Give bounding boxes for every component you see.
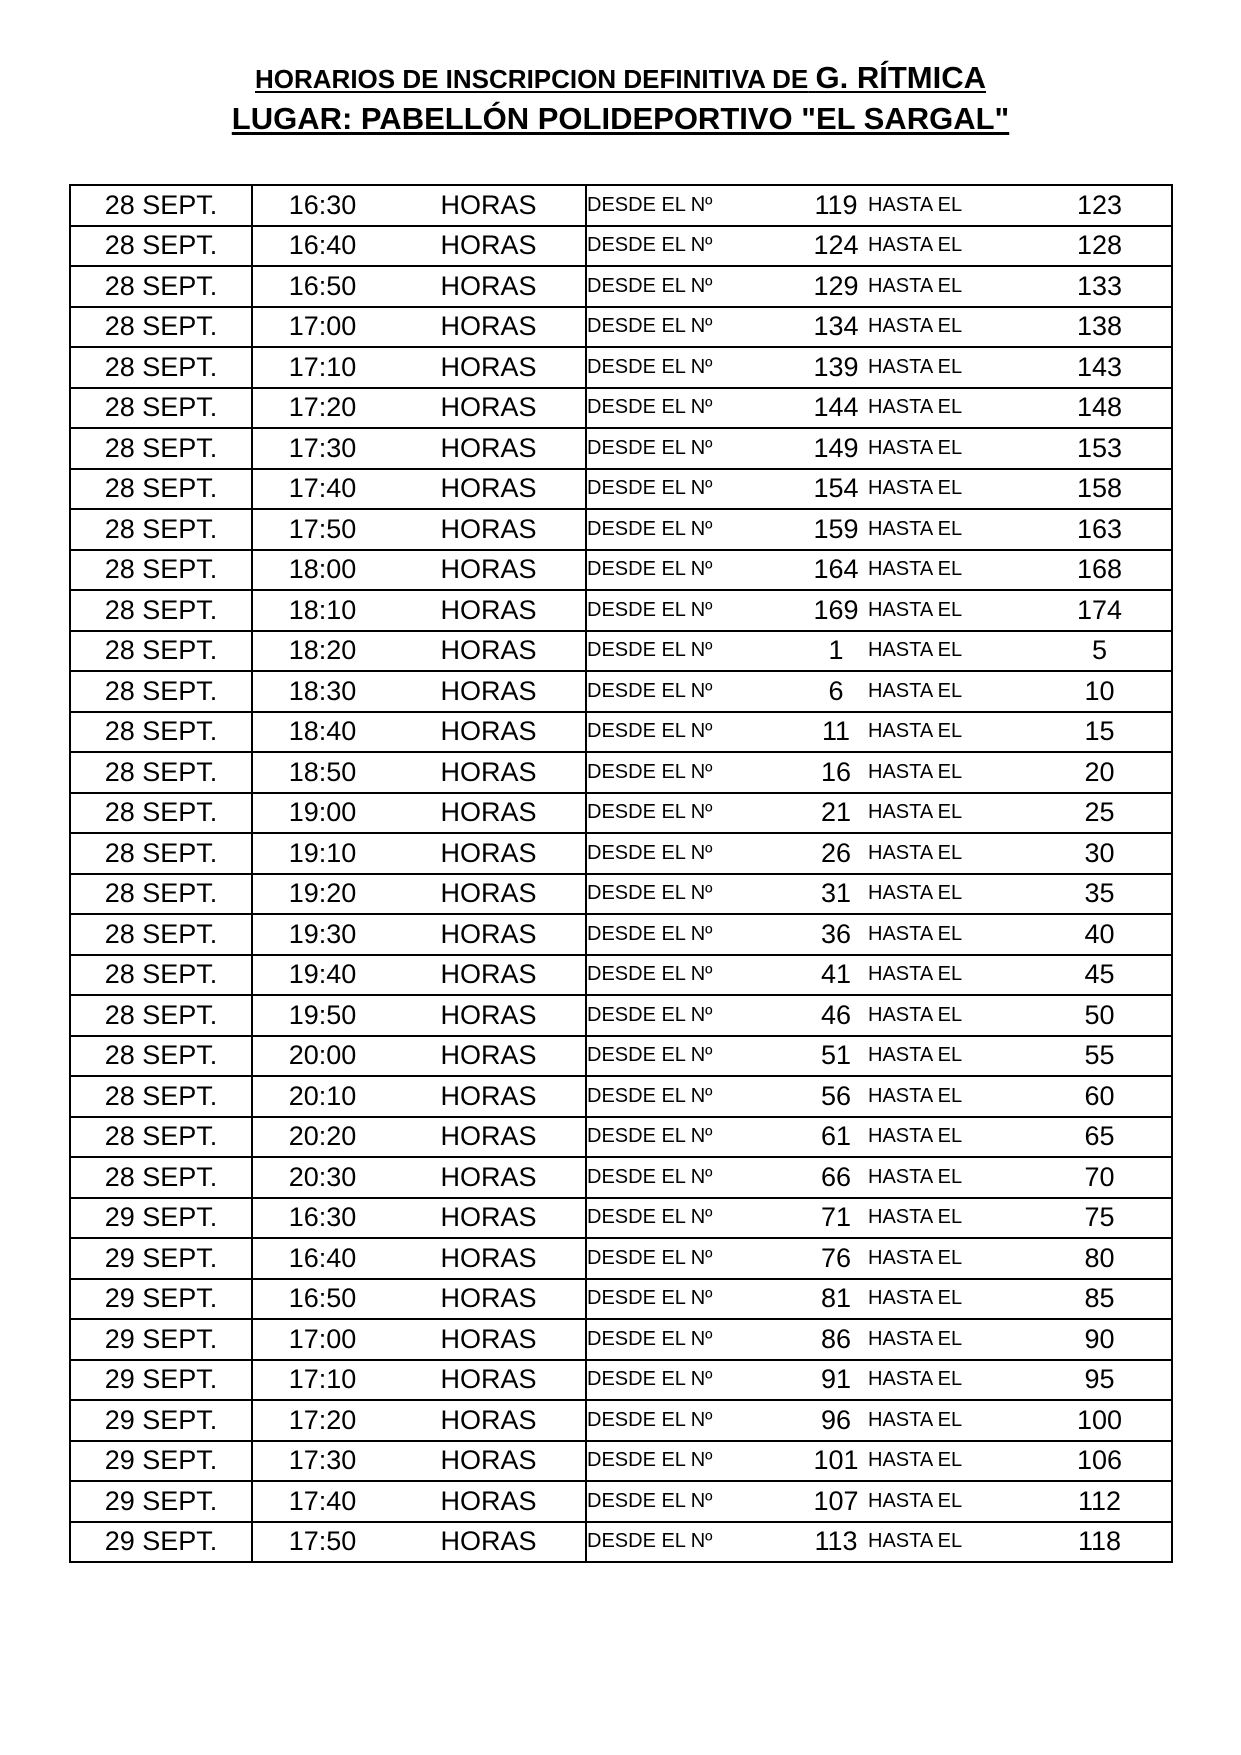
from-label-cell: DESDE EL Nº: [586, 1036, 804, 1077]
time-cell: 16:30: [252, 1198, 392, 1239]
hours-label-cell: HORAS: [392, 307, 586, 348]
from-label-cell: DESDE EL Nº: [586, 1400, 804, 1441]
from-label-cell: DESDE EL Nº: [586, 1441, 804, 1482]
time-cell: 18:30: [252, 671, 392, 712]
time-cell: 19:10: [252, 833, 392, 874]
from-number-cell: 96: [804, 1400, 868, 1441]
to-label-cell: HASTA EL: [868, 428, 1028, 469]
to-label-cell: HASTA EL: [868, 185, 1028, 226]
to-number-cell: 112: [1028, 1481, 1172, 1522]
to-label-cell: HASTA EL: [868, 1157, 1028, 1198]
to-number-cell: 163: [1028, 509, 1172, 550]
to-number-cell: 153: [1028, 428, 1172, 469]
from-number-cell: 16: [804, 752, 868, 793]
from-number-cell: 149: [804, 428, 868, 469]
to-label-cell: HASTA EL: [868, 712, 1028, 753]
hours-label-cell: HORAS: [392, 347, 586, 388]
table-row: [70, 469, 1172, 510]
hours-label-cell: HORAS: [392, 1279, 586, 1320]
from-label-cell: DESDE EL Nº: [586, 550, 804, 591]
table-row: [70, 388, 1172, 429]
hours-label-cell: HORAS: [392, 1036, 586, 1077]
date-cell: 28 SEPT.: [70, 914, 252, 955]
from-label-cell: DESDE EL Nº: [586, 671, 804, 712]
from-number-cell: 51: [804, 1036, 868, 1077]
to-number-cell: 100: [1028, 1400, 1172, 1441]
to-number-cell: 15: [1028, 712, 1172, 753]
hours-label-cell: HORAS: [392, 793, 586, 834]
schedule-table: [69, 184, 1173, 1563]
from-number-cell: 113: [804, 1522, 868, 1563]
from-number-cell: 26: [804, 833, 868, 874]
from-label-cell: DESDE EL Nº: [586, 1279, 804, 1320]
from-number-cell: 134: [804, 307, 868, 348]
hours-label-cell: HORAS: [392, 1441, 586, 1482]
to-number-cell: 128: [1028, 226, 1172, 267]
to-number-cell: 35: [1028, 874, 1172, 915]
time-cell: 17:40: [252, 469, 392, 510]
to-number-cell: 50: [1028, 995, 1172, 1036]
table-row: [70, 185, 1172, 226]
to-label-cell: HASTA EL: [868, 833, 1028, 874]
hours-label-cell: HORAS: [392, 1481, 586, 1522]
time-cell: 17:10: [252, 347, 392, 388]
from-number-cell: 71: [804, 1198, 868, 1239]
from-label-cell: DESDE EL Nº: [586, 833, 804, 874]
to-number-cell: 75: [1028, 1198, 1172, 1239]
schedule-body: [70, 185, 1172, 1562]
from-label-cell: DESDE EL Nº: [586, 712, 804, 753]
to-label-cell: HASTA EL: [868, 1360, 1028, 1401]
table-row: [70, 955, 1172, 996]
date-cell: 28 SEPT.: [70, 671, 252, 712]
time-cell: 16:30: [252, 185, 392, 226]
to-number-cell: 90: [1028, 1319, 1172, 1360]
date-cell: 28 SEPT.: [70, 185, 252, 226]
to-number-cell: 60: [1028, 1076, 1172, 1117]
table-row: [70, 671, 1172, 712]
table-row: [70, 226, 1172, 267]
table-row: [70, 1400, 1172, 1441]
hours-label-cell: HORAS: [392, 509, 586, 550]
to-number-cell: 30: [1028, 833, 1172, 874]
time-cell: 20:00: [252, 1036, 392, 1077]
hours-label-cell: HORAS: [392, 1198, 586, 1239]
from-number-cell: 129: [804, 266, 868, 307]
time-cell: 16:40: [252, 1238, 392, 1279]
date-cell: 28 SEPT.: [70, 833, 252, 874]
from-number-cell: 31: [804, 874, 868, 915]
date-cell: 29 SEPT.: [70, 1360, 252, 1401]
table-row: [70, 1117, 1172, 1158]
from-label-cell: DESDE EL Nº: [586, 1481, 804, 1522]
from-number-cell: 91: [804, 1360, 868, 1401]
table-row: [70, 1036, 1172, 1077]
table-row: [70, 995, 1172, 1036]
from-number-cell: 1: [804, 631, 868, 672]
hours-label-cell: HORAS: [392, 590, 586, 631]
from-label-cell: DESDE EL Nº: [586, 793, 804, 834]
document-header: [0, 60, 1241, 139]
hours-label-cell: HORAS: [392, 1076, 586, 1117]
to-number-cell: 20: [1028, 752, 1172, 793]
to-label-cell: HASTA EL: [868, 752, 1028, 793]
to-label-cell: HASTA EL: [868, 307, 1028, 348]
from-number-cell: 21: [804, 793, 868, 834]
date-cell: 28 SEPT.: [70, 955, 252, 996]
venue-subtitle: LUGAR: PABELLÓN POLIDEPORTIVO "EL SARGAL": [231, 101, 1010, 136]
to-number-cell: 10: [1028, 671, 1172, 712]
from-number-cell: 159: [804, 509, 868, 550]
time-cell: 18:00: [252, 550, 392, 591]
from-label-cell: DESDE EL Nº: [586, 1360, 804, 1401]
from-label-cell: DESDE EL Nº: [586, 185, 804, 226]
date-cell: 28 SEPT.: [70, 1157, 252, 1198]
to-number-cell: 65: [1028, 1117, 1172, 1158]
to-label-cell: HASTA EL: [868, 1441, 1028, 1482]
hours-label-cell: HORAS: [392, 712, 586, 753]
date-cell: 28 SEPT.: [70, 266, 252, 307]
date-cell: 28 SEPT.: [70, 631, 252, 672]
to-label-cell: HASTA EL: [868, 631, 1028, 672]
from-label-cell: DESDE EL Nº: [586, 1076, 804, 1117]
to-number-cell: 55: [1028, 1036, 1172, 1077]
hours-label-cell: HORAS: [392, 995, 586, 1036]
to-label-cell: HASTA EL: [868, 995, 1028, 1036]
date-cell: 28 SEPT.: [70, 874, 252, 915]
date-cell: 29 SEPT.: [70, 1198, 252, 1239]
time-cell: 17:30: [252, 428, 392, 469]
to-number-cell: 95: [1028, 1360, 1172, 1401]
date-cell: 29 SEPT.: [70, 1279, 252, 1320]
from-number-cell: 76: [804, 1238, 868, 1279]
table-row: [70, 1076, 1172, 1117]
hours-label-cell: HORAS: [392, 671, 586, 712]
date-cell: 28 SEPT.: [70, 469, 252, 510]
table-row: [70, 1481, 1172, 1522]
time-cell: 17:00: [252, 1319, 392, 1360]
table-row: [70, 1522, 1172, 1563]
from-number-cell: 119: [804, 185, 868, 226]
from-number-cell: 144: [804, 388, 868, 429]
to-number-cell: 143: [1028, 347, 1172, 388]
time-cell: 19:20: [252, 874, 392, 915]
document-title: [255, 60, 986, 97]
to-number-cell: 138: [1028, 307, 1172, 348]
to-label-cell: HASTA EL: [868, 347, 1028, 388]
to-label-cell: HASTA EL: [868, 1198, 1028, 1239]
time-cell: 17:10: [252, 1360, 392, 1401]
to-label-cell: HASTA EL: [868, 1076, 1028, 1117]
to-label-cell: HASTA EL: [868, 914, 1028, 955]
to-number-cell: 40: [1028, 914, 1172, 955]
from-label-cell: DESDE EL Nº: [586, 590, 804, 631]
date-cell: 29 SEPT.: [70, 1522, 252, 1563]
from-number-cell: 124: [804, 226, 868, 267]
date-cell: 28 SEPT.: [70, 995, 252, 1036]
from-label-cell: DESDE EL Nº: [586, 874, 804, 915]
to-label-cell: HASTA EL: [868, 469, 1028, 510]
time-cell: 17:40: [252, 1481, 392, 1522]
date-cell: 28 SEPT.: [70, 1076, 252, 1117]
table-row: [70, 347, 1172, 388]
hours-label-cell: HORAS: [392, 914, 586, 955]
to-label-cell: HASTA EL: [868, 590, 1028, 631]
from-label-cell: DESDE EL Nº: [586, 631, 804, 672]
to-label-cell: HASTA EL: [868, 1319, 1028, 1360]
from-number-cell: 46: [804, 995, 868, 1036]
to-number-cell: 5: [1028, 631, 1172, 672]
table-row: [70, 1441, 1172, 1482]
table-row: [70, 1319, 1172, 1360]
to-number-cell: 85: [1028, 1279, 1172, 1320]
from-label-cell: DESDE EL Nº: [586, 226, 804, 267]
time-cell: 17:20: [252, 1400, 392, 1441]
to-label-cell: HASTA EL: [868, 955, 1028, 996]
to-label-cell: HASTA EL: [868, 550, 1028, 591]
table-row: [70, 631, 1172, 672]
time-cell: 17:50: [252, 509, 392, 550]
to-label-cell: HASTA EL: [868, 226, 1028, 267]
table-row: [70, 914, 1172, 955]
from-label-cell: DESDE EL Nº: [586, 995, 804, 1036]
time-cell: 16:40: [252, 226, 392, 267]
to-number-cell: 45: [1028, 955, 1172, 996]
hours-label-cell: HORAS: [392, 1238, 586, 1279]
from-number-cell: 164: [804, 550, 868, 591]
hours-label-cell: HORAS: [392, 752, 586, 793]
date-cell: 29 SEPT.: [70, 1238, 252, 1279]
time-cell: 17:20: [252, 388, 392, 429]
table-row: [70, 1360, 1172, 1401]
date-cell: 28 SEPT.: [70, 590, 252, 631]
to-label-cell: HASTA EL: [868, 1036, 1028, 1077]
time-cell: 20:10: [252, 1076, 392, 1117]
from-number-cell: 6: [804, 671, 868, 712]
to-number-cell: 25: [1028, 793, 1172, 834]
from-label-cell: DESDE EL Nº: [586, 1157, 804, 1198]
date-cell: 28 SEPT.: [70, 347, 252, 388]
table-row: [70, 550, 1172, 591]
table-row: [70, 1157, 1172, 1198]
from-number-cell: 101: [804, 1441, 868, 1482]
time-cell: 19:30: [252, 914, 392, 955]
from-number-cell: 107: [804, 1481, 868, 1522]
to-number-cell: 70: [1028, 1157, 1172, 1198]
date-cell: 29 SEPT.: [70, 1400, 252, 1441]
table-row: [70, 307, 1172, 348]
time-cell: 17:30: [252, 1441, 392, 1482]
from-number-cell: 81: [804, 1279, 868, 1320]
from-number-cell: 36: [804, 914, 868, 955]
from-number-cell: 154: [804, 469, 868, 510]
from-label-cell: DESDE EL Nº: [586, 1319, 804, 1360]
to-label-cell: HASTA EL: [868, 671, 1028, 712]
table-row: [70, 833, 1172, 874]
from-label-cell: DESDE EL Nº: [586, 1198, 804, 1239]
hours-label-cell: HORAS: [392, 1522, 586, 1563]
to-label-cell: HASTA EL: [868, 388, 1028, 429]
hours-label-cell: HORAS: [392, 226, 586, 267]
title-part-discipline: G. RÍTMICA: [815, 60, 986, 95]
from-number-cell: 66: [804, 1157, 868, 1198]
table-row: [70, 1198, 1172, 1239]
date-cell: 28 SEPT.: [70, 1036, 252, 1077]
from-number-cell: 169: [804, 590, 868, 631]
table-row: [70, 1238, 1172, 1279]
from-label-cell: DESDE EL Nº: [586, 509, 804, 550]
to-label-cell: HASTA EL: [868, 1279, 1028, 1320]
hours-label-cell: HORAS: [392, 469, 586, 510]
time-cell: 18:10: [252, 590, 392, 631]
time-cell: 20:30: [252, 1157, 392, 1198]
from-number-cell: 61: [804, 1117, 868, 1158]
table-row: [70, 752, 1172, 793]
hours-label-cell: HORAS: [392, 428, 586, 469]
from-label-cell: DESDE EL Nº: [586, 955, 804, 996]
hours-label-cell: HORAS: [392, 1117, 586, 1158]
time-cell: 18:40: [252, 712, 392, 753]
from-label-cell: DESDE EL Nº: [586, 307, 804, 348]
to-label-cell: HASTA EL: [868, 1117, 1028, 1158]
time-cell: 18:20: [252, 631, 392, 672]
to-label-cell: HASTA EL: [868, 1238, 1028, 1279]
from-label-cell: DESDE EL Nº: [586, 266, 804, 307]
hours-label-cell: HORAS: [392, 955, 586, 996]
hours-label-cell: HORAS: [392, 388, 586, 429]
from-label-cell: DESDE EL Nº: [586, 388, 804, 429]
from-label-cell: DESDE EL Nº: [586, 1117, 804, 1158]
from-label-cell: DESDE EL Nº: [586, 428, 804, 469]
hours-label-cell: HORAS: [392, 631, 586, 672]
date-cell: 28 SEPT.: [70, 550, 252, 591]
to-number-cell: 174: [1028, 590, 1172, 631]
time-cell: 20:20: [252, 1117, 392, 1158]
from-label-cell: DESDE EL Nº: [586, 1238, 804, 1279]
time-cell: 16:50: [252, 266, 392, 307]
date-cell: 29 SEPT.: [70, 1319, 252, 1360]
to-label-cell: HASTA EL: [868, 509, 1028, 550]
hours-label-cell: HORAS: [392, 833, 586, 874]
from-number-cell: 86: [804, 1319, 868, 1360]
table-row: [70, 590, 1172, 631]
table-row: [70, 428, 1172, 469]
title-part-schedule: HORARIOS DE INSCRIPCION DEFINITIVA DE: [255, 64, 809, 94]
to-number-cell: 158: [1028, 469, 1172, 510]
time-cell: 19:00: [252, 793, 392, 834]
hours-label-cell: HORAS: [392, 874, 586, 915]
hours-label-cell: HORAS: [392, 185, 586, 226]
time-cell: 18:50: [252, 752, 392, 793]
from-label-cell: DESDE EL Nº: [586, 914, 804, 955]
from-label-cell: DESDE EL Nº: [586, 347, 804, 388]
date-cell: 28 SEPT.: [70, 752, 252, 793]
hours-label-cell: HORAS: [392, 1360, 586, 1401]
time-cell: 17:00: [252, 307, 392, 348]
date-cell: 28 SEPT.: [70, 226, 252, 267]
from-number-cell: 11: [804, 712, 868, 753]
hours-label-cell: HORAS: [392, 1319, 586, 1360]
from-number-cell: 56: [804, 1076, 868, 1117]
hours-label-cell: HORAS: [392, 550, 586, 591]
from-label-cell: DESDE EL Nº: [586, 469, 804, 510]
table-row: [70, 1279, 1172, 1320]
hours-label-cell: HORAS: [392, 1400, 586, 1441]
date-cell: 28 SEPT.: [70, 509, 252, 550]
table-row: [70, 712, 1172, 753]
to-number-cell: 106: [1028, 1441, 1172, 1482]
to-label-cell: HASTA EL: [868, 1400, 1028, 1441]
table-row: [70, 266, 1172, 307]
time-cell: 19:50: [252, 995, 392, 1036]
table-row: [70, 509, 1172, 550]
table-row: [70, 874, 1172, 915]
date-cell: 28 SEPT.: [70, 712, 252, 753]
date-cell: 28 SEPT.: [70, 428, 252, 469]
to-number-cell: 168: [1028, 550, 1172, 591]
to-label-cell: HASTA EL: [868, 1481, 1028, 1522]
date-cell: 29 SEPT.: [70, 1481, 252, 1522]
date-cell: 29 SEPT.: [70, 1441, 252, 1482]
time-cell: 17:50: [252, 1522, 392, 1563]
date-cell: 28 SEPT.: [70, 307, 252, 348]
time-cell: 19:40: [252, 955, 392, 996]
hours-label-cell: HORAS: [392, 1157, 586, 1198]
from-number-cell: 139: [804, 347, 868, 388]
to-number-cell: 133: [1028, 266, 1172, 307]
hours-label-cell: HORAS: [392, 266, 586, 307]
date-cell: 28 SEPT.: [70, 388, 252, 429]
to-label-cell: HASTA EL: [868, 793, 1028, 834]
to-number-cell: 123: [1028, 185, 1172, 226]
to-number-cell: 80: [1028, 1238, 1172, 1279]
date-cell: 28 SEPT.: [70, 1117, 252, 1158]
from-label-cell: DESDE EL Nº: [586, 752, 804, 793]
to-label-cell: HASTA EL: [868, 1522, 1028, 1563]
to-number-cell: 148: [1028, 388, 1172, 429]
from-label-cell: DESDE EL Nº: [586, 1522, 804, 1563]
from-number-cell: 41: [804, 955, 868, 996]
to-number-cell: 118: [1028, 1522, 1172, 1563]
to-label-cell: HASTA EL: [868, 266, 1028, 307]
time-cell: 16:50: [252, 1279, 392, 1320]
table-row: [70, 793, 1172, 834]
date-cell: 28 SEPT.: [70, 793, 252, 834]
to-label-cell: HASTA EL: [868, 874, 1028, 915]
